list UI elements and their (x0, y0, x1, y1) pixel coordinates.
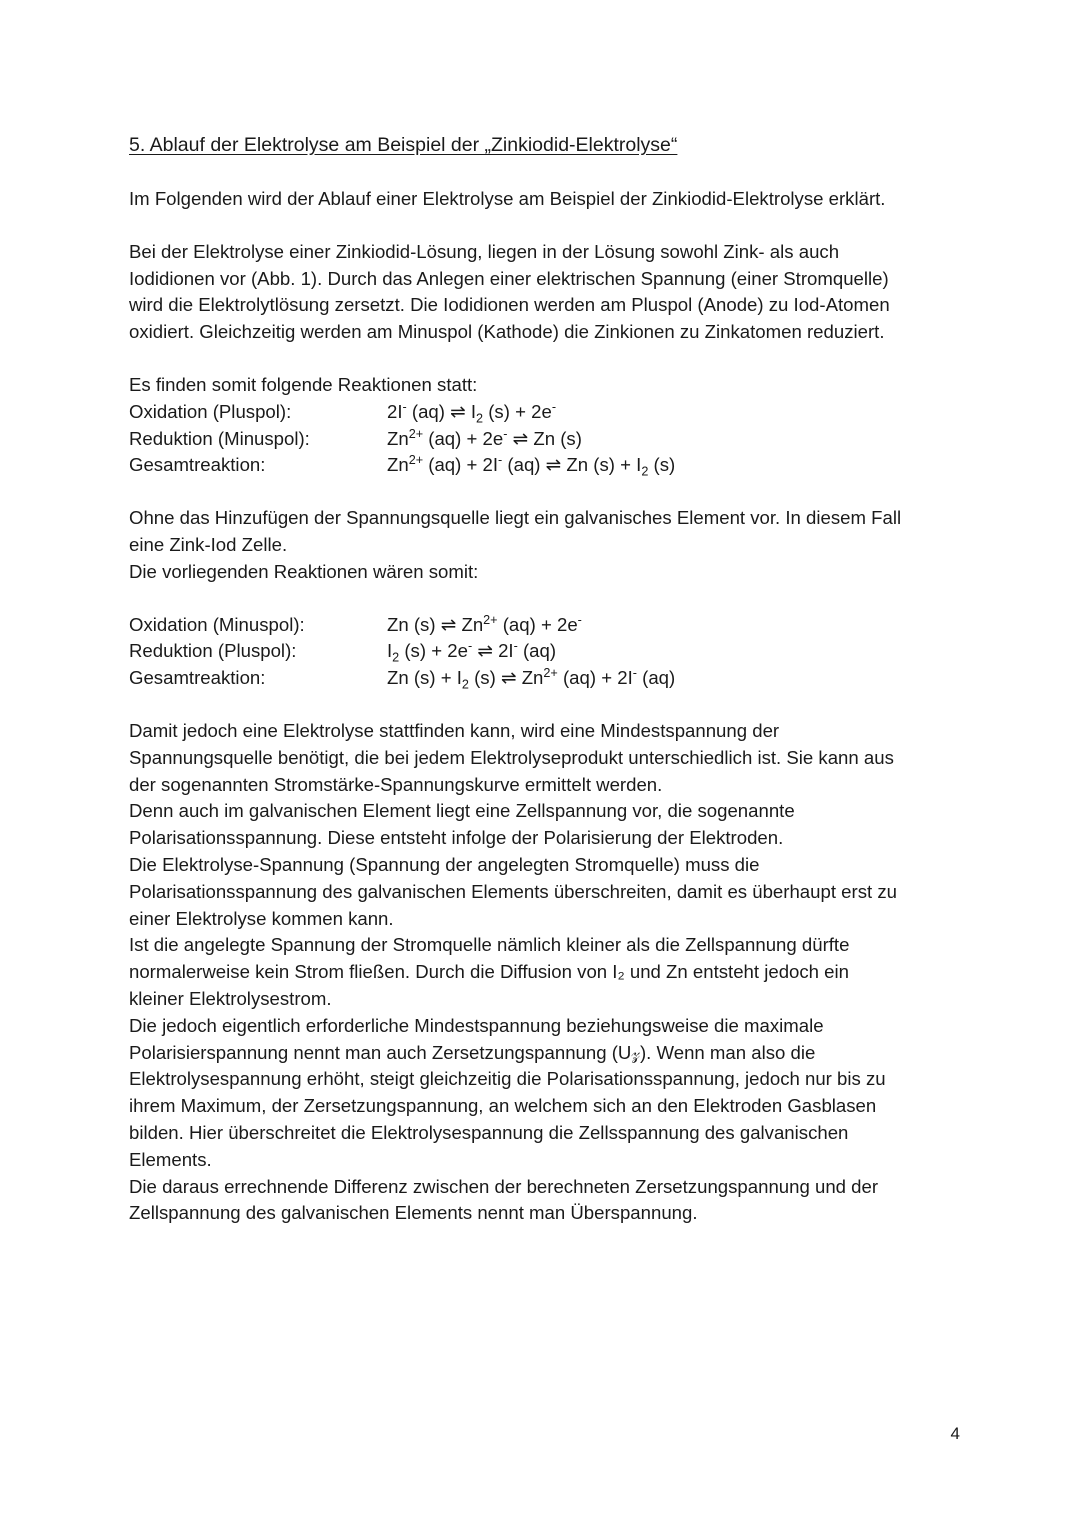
text-line: Zellspannung des galvanischen Elements nennt man Überspannung. (129, 1202, 698, 1224)
electrolysis-explanation-paragraph (129, 239, 959, 346)
text-line: Elektrolysespannung erhöht, steigt gleichzeitig die Polarisationsspannung, jedoch nur bis zu (129, 1068, 886, 1090)
reaction-label: Gesamtreaktion: (129, 667, 266, 689)
reaction-equation: 2I- (aq) ⇌ $I_2$ (s) + 2e- (387, 399, 557, 426)
text-line: Die vorliegenden Reaktionen wären somit: (129, 560, 479, 582)
reaction-row-total (129, 665, 959, 692)
section-heading: 5. Ablauf der Elektrolyse am Beispiel der „Zinkiodid-Elektrolyse“ (129, 134, 678, 156)
text-line: Die Elektrolyse-Spannung (Spannung der angelegten Stromquelle) muss die (129, 853, 760, 875)
page-number: 4 (950, 1424, 960, 1443)
text-line: eine Zink-Iod Zelle. (129, 533, 288, 555)
reaction-equation: $Zn^{2+}$ (aq) + 2I- (aq) ⇌ Zn $(s) + I_2$ (s) (387, 453, 676, 480)
decomposition-voltage-paragraph (129, 718, 959, 1227)
page-content (129, 131, 959, 1227)
reaction-row-oxidation (129, 399, 959, 426)
text-line: Ohne das Hinzufügen der Spannungsquelle liegt ein galvanisches Element vor. In diesem Fall (129, 507, 902, 529)
reaction-label: Gesamtreaktion: (129, 454, 266, 476)
text-line: Polarisationsspannung des galvanischen Elements überschreiten, damit es überhaupt erst zu (129, 880, 897, 902)
text-line: oxidiert. Gleichzeitig werden am Minuspol (Kathode) die Zinkionen zu Zinkatomen reduziert. (129, 321, 885, 343)
text-line: Polarisierspannung nennt man auch Zersetzungspannung (U𝓏). Wenn man also die (129, 1041, 816, 1063)
text-line: Die daraus errechnende Differenz zwischen der berechneten Zersetzungspannung und der (129, 1175, 879, 1197)
text-line: wird die Elektrolytlösung zersetzt. Die Iodidionen werden am Pluspol (Anode) zu Iod-Atomen (129, 294, 890, 316)
text-line: Denn auch im galvanischen Element liegt eine Zellspannung vor, die sogenannte (129, 800, 795, 822)
reaction-label: Oxidation (Minuspol): (129, 613, 305, 635)
text-line: der sogenannten Stromstärke-Spannungskurve ermittelt werden. (129, 773, 663, 795)
text-line: Die jedoch eigentlich erforderliche Mindestspannung beziehungsweise die maximale (129, 1014, 824, 1036)
reaction-label: Oxidation (Pluspol): (129, 400, 292, 422)
galvanic-reactions (129, 612, 959, 692)
electrolysis-reactions (129, 372, 959, 479)
reaction-row-reduction (129, 638, 959, 665)
text-line: ihrem Maximum, der Zersetzungspannung, an welchem sich an den Elektroden Gasblasen (129, 1095, 877, 1117)
text-line: Bei der Elektrolyse einer Zinkiodid-Lösung, liegen in der Lösung sowohl Zink- als auch (129, 240, 840, 262)
reaction-row-oxidation (129, 612, 959, 639)
galvanic-paragraph (129, 505, 959, 585)
reaction-equation: $I_2$ (s) + 2e- ⇌ 2I- (aq) (387, 639, 557, 666)
reactions-intro: Es finden somit folgende Reaktionen statt: (129, 373, 478, 395)
reaction-equation: Zn $(s) + I_2$ (s) ⇌ $Zn^{2+}$ (aq) + 2I- (aq) (387, 665, 676, 692)
text-line: einer Elektrolyse kommen kann. (129, 907, 394, 929)
text-line: Elements. (129, 1148, 212, 1170)
reaction-row-total (129, 452, 959, 479)
reaction-equation: Zn (s) ⇌ $Zn^{2+}$ (aq) + 2e- (387, 612, 582, 635)
text-line: Ist die angelegte Spannung der Stromquelle nämlich kleiner als die Zellspannung dürfte (129, 934, 850, 956)
text-line: Polarisationsspannung. Diese entsteht infolge der Polarisierung der Elektroden. (129, 827, 784, 849)
reaction-equation: $Zn^{2+}$ (aq) + 2e- ⇌ Zn (s) (387, 426, 582, 449)
text-line: bilden. Hier überschreitet die Elektrolysespannung die Zellsspannung des galvanischen (129, 1121, 849, 1143)
intro-paragraph: Im Folgenden wird der Ablauf einer Elektrolyse am Beispiel der Zinkiodid-Elektrolyse erklärt. (129, 188, 886, 209)
text-line: kleiner Elektrolysestrom. (129, 987, 332, 1009)
reaction-row-reduction (129, 426, 959, 453)
reaction-label: Reduktion (Minuspol): (129, 427, 310, 449)
text-line: Iodidionen vor (Abb. 1). Durch das Anlegen einer elektrischen Spannung (einer Stromquelle) (129, 267, 889, 289)
text-line: normalerweise kein Strom fließen. Durch die Diffusion von I₂ und Zn entsteht jedoch ein (129, 961, 849, 983)
text-line: Spannungsquelle benötigt, die bei jedem Elektrolyseprodukt unterschiedlich ist. Sie kann aus (129, 746, 894, 768)
reaction-label: Reduktion (Pluspol): (129, 640, 297, 662)
text-line: Damit jedoch eine Elektrolyse stattfinden kann, wird eine Mindestspannung der (129, 719, 780, 741)
